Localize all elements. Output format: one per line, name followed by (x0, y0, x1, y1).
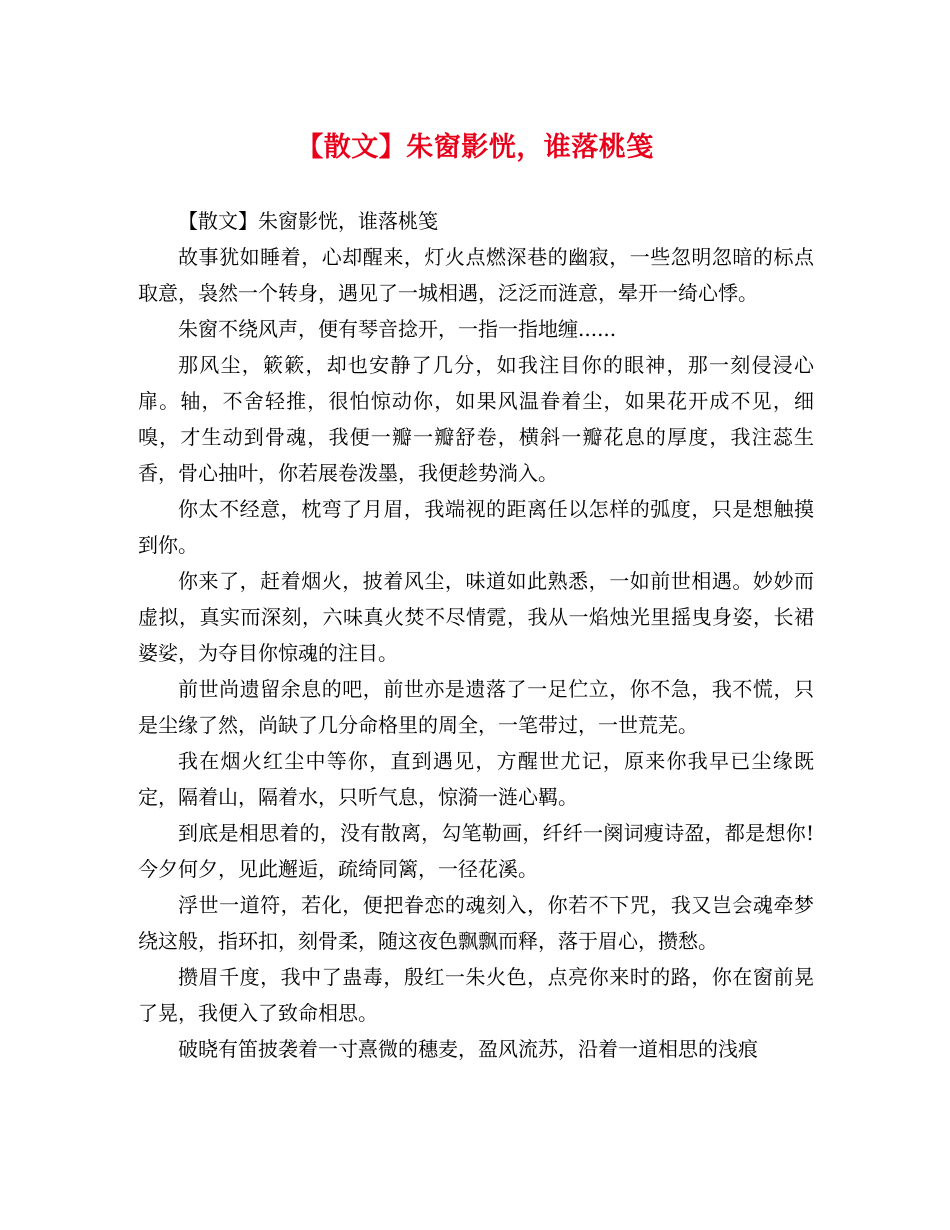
paragraph: 浮世一道符，若化，便把眷恋的魂刻入，你若不下咒，我又岂会魂牵梦绕这般，指环扣，刻骨柔，随这夜色飘飘而释，落于眉心，攒愁。 (138, 893, 814, 953)
document-title: 【散文】朱窗影恍，谁落桃笺 (296, 132, 654, 163)
paragraph: 你太不经意，枕弯了月眉，我端视的距离任以怎样的弧度，只是想触摸到你。 (138, 497, 814, 557)
paragraph: 我在烟火红尘中等你，直到遇见，方醒世尤记，原来你我早已尘缘既定，隔着山，隔着水，只听气息，惊漪一涟心羁。 (138, 749, 814, 809)
paragraph: 到底是相思着的，没有散离，勾笔勒画，纤纤一阕词瘦诗盈，都是想你!今夕何夕，见此邂逅，疏绮同篱，一径花溪。 (138, 821, 814, 881)
paragraph: 破晓有笛披袭着一寸熹微的穗麦，盈风流苏，沿着一道相思的浅痕 (178, 1037, 758, 1061)
paragraph: 攒眉千度，我中了蛊毒，殷红一朱火色，点亮你来时的路，你在窗前晃了晃，我便入了致命相思。 (138, 965, 814, 1025)
paragraph: 那风尘，簌簌，却也安静了几分，如我注目你的眼神，那一刻侵浸心扉。轴，不舍轻推，很怕惊动你，如果风温眷着尘，如果花开成不见，细嗅，才生动到骨魂，我便一瓣一瓣舒卷，横斜一瓣花息的厚度，我注蕊生香，骨心抽叶，你若展卷泼墨，我便趁势淌入。 (138, 353, 814, 485)
paragraph: 【散文】朱窗影恍，谁落桃笺 (178, 209, 438, 233)
paragraph: 故事犹如睡着，心却醒来，灯火点燃深巷的幽寂，一些忽明忽暗的标点取意，袅然一个转身，遇见了一城相遇，泛泛而涟意，晕开一绮心悸。 (138, 245, 814, 305)
paragraph: 你来了，赶着烟火，披着风尘，味道如此熟悉，一如前世相遇。妙妙而虚拟，真实而深刻，六味真火焚不尽情霓，我从一焰烛光里摇曳身姿，长裙婆娑，为夺目你惊魂的注目。 (138, 569, 814, 665)
document-body (138, 203, 814, 1067)
paragraph: 前世尚遗留余息的吧，前世亦是遗落了一足伫立，你不急，我不慌，只是尘缘了然，尚缺了几分命格里的周全，一笔带过，一世荒芜。 (138, 677, 814, 737)
paragraph: 朱窗不绕风声，便有琴音捻开，一指一指地缠...... (178, 317, 617, 341)
